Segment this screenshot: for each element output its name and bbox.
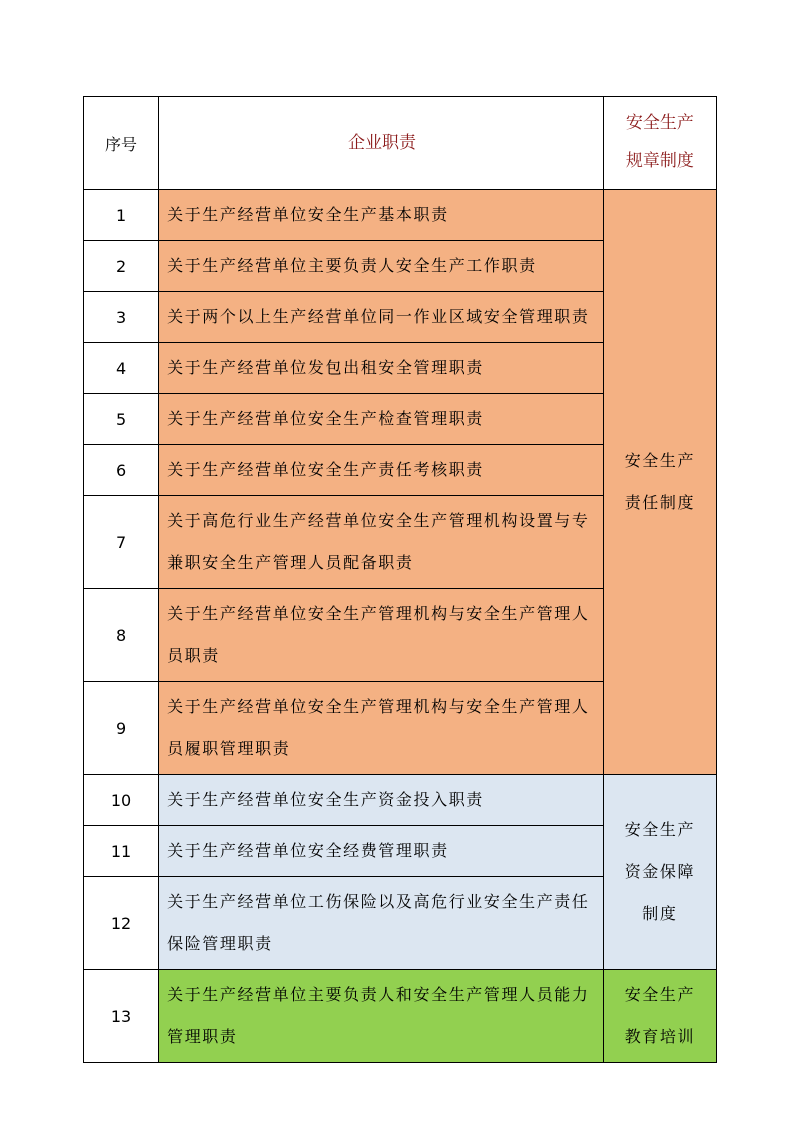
row-number: 11 (84, 826, 159, 877)
table-row (84, 190, 717, 241)
row-duty: 关于生产经营单位主要负责人和安全生产管理人员能力管理职责 (159, 970, 604, 1063)
row-number: 10 (84, 775, 159, 826)
row-number: 12 (84, 877, 159, 970)
row-duty: 关于生产经营单位发包出租安全管理职责 (159, 343, 604, 394)
row-number: 2 (84, 241, 159, 292)
row-number: 7 (84, 496, 159, 589)
row-number: 5 (84, 394, 159, 445)
row-duty: 关于生产经营单位主要负责人安全生产工作职责 (159, 241, 604, 292)
system-training (603, 970, 716, 1063)
row-duty: 关于生产经营单位安全生产检查管理职责 (159, 394, 604, 445)
header-row (84, 97, 717, 190)
system-responsibility-label: 安全生产责任制度 (624, 451, 696, 512)
system-training-label: 安全生产教育培训 (624, 985, 696, 1046)
header-system (603, 97, 716, 190)
header-system-label: 安全生产规章制度 (625, 113, 694, 171)
row-number: 1 (84, 190, 159, 241)
header-number: 序号 (84, 97, 159, 190)
row-number: 13 (84, 970, 159, 1063)
row-duty: 关于生产经营单位工伤保险以及高危行业安全生产责任保险管理职责 (159, 877, 604, 970)
row-number: 6 (84, 445, 159, 496)
row-duty: 关于生产经营单位安全生产责任考核职责 (159, 445, 604, 496)
row-duty: 关于两个以上生产经营单位同一作业区域安全管理职责 (159, 292, 604, 343)
system-funding (603, 775, 716, 970)
row-number: 3 (84, 292, 159, 343)
row-duty: 关于生产经营单位安全生产管理机构与安全生产管理人员职责 (159, 589, 604, 682)
table-row (84, 775, 717, 826)
row-number: 9 (84, 682, 159, 775)
system-responsibility (603, 190, 716, 775)
row-duty: 关于生产经营单位安全经费管理职责 (159, 826, 604, 877)
row-duty: 关于生产经营单位安全生产基本职责 (159, 190, 604, 241)
row-duty: 关于生产经营单位安全生产资金投入职责 (159, 775, 604, 826)
row-number: 8 (84, 589, 159, 682)
row-number: 4 (84, 343, 159, 394)
table-row (84, 970, 717, 1063)
system-funding-label: 安全生产资金保障制度 (624, 820, 696, 923)
row-duty: 关于生产经营单位安全生产管理机构与安全生产管理人员履职管理职责 (159, 682, 604, 775)
header-duty: 企业职责 (159, 97, 604, 190)
row-duty: 关于高危行业生产经营单位安全生产管理机构设置与专兼职安全生产管理人员配备职责 (159, 496, 604, 589)
responsibility-table (83, 96, 717, 1063)
